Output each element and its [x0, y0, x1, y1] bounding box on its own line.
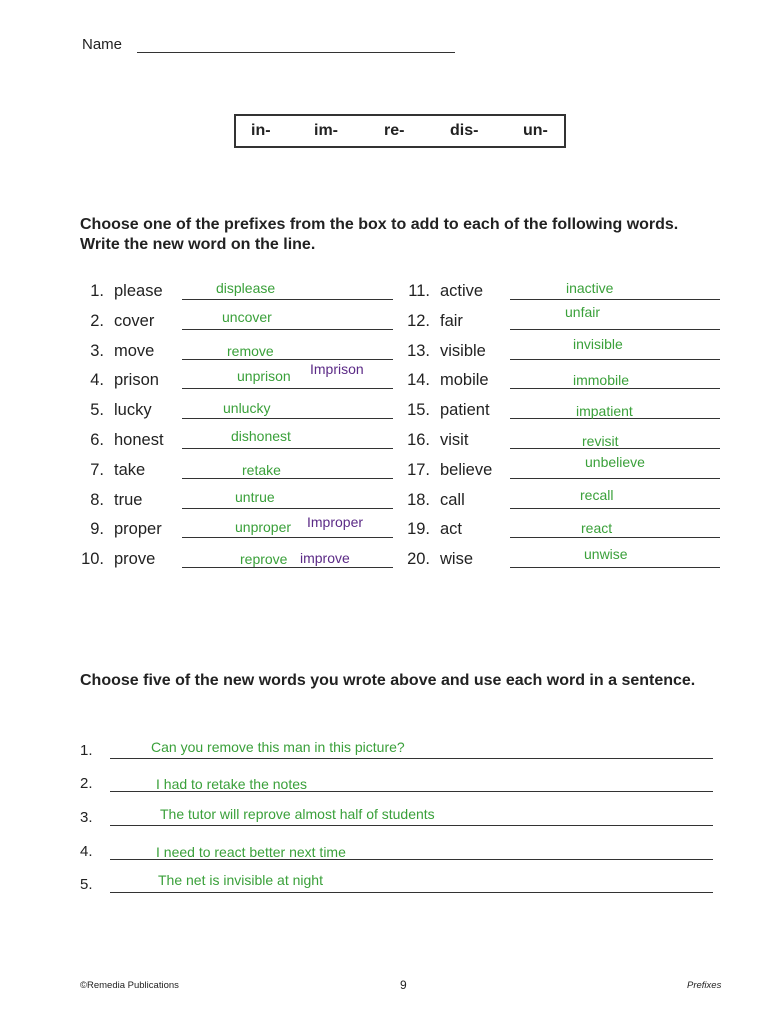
handwritten-answer: unbelieve — [585, 454, 645, 470]
prefix-item: im- — [314, 122, 338, 139]
answer-line[interactable] — [182, 508, 393, 509]
handwritten-answer: unfair — [565, 304, 601, 320]
prefix-item: in- — [251, 122, 271, 139]
answer-line[interactable] — [182, 478, 393, 479]
handwritten-sentence: Can you remove this man in this picture? — [151, 739, 405, 755]
handwritten-answer: dishonest — [231, 428, 291, 444]
item-number: 14. — [407, 371, 430, 389]
item-number: 11. — [408, 282, 430, 300]
item-number: 18. — [407, 491, 430, 509]
instructions-part1: Choose one of the prefixes from the box to add to each of the following words. Write the new word on the line. — [80, 216, 679, 253]
item-number: 10. — [81, 550, 104, 568]
handwritten-answer: reprove — [240, 551, 288, 567]
item-word: act — [440, 520, 463, 538]
handwritten-answer: uncover — [222, 309, 272, 325]
item-number: 15. — [407, 401, 430, 419]
name-line[interactable] — [137, 52, 455, 53]
answer-line[interactable] — [510, 478, 720, 479]
item-number: 13. — [407, 342, 430, 360]
answer-line[interactable] — [510, 567, 720, 568]
handwritten-answer: react — [581, 520, 613, 536]
answer-line[interactable] — [182, 567, 393, 568]
correction-answer: Imprison — [310, 361, 364, 377]
sentence-line[interactable] — [110, 892, 713, 893]
answer-line[interactable] — [510, 329, 720, 330]
item-word: take — [114, 461, 146, 479]
item-word: patient — [440, 401, 490, 419]
page-number: 9 — [400, 978, 407, 992]
instructions-part2: Choose five of the new words you wrote above and use each word in a sentence. — [80, 672, 696, 689]
item-number: 19. — [407, 520, 430, 538]
item-number: 17. — [407, 461, 430, 479]
answer-line[interactable] — [182, 388, 393, 389]
item-word: proper — [114, 520, 162, 538]
sentence-number: 4. — [80, 843, 93, 860]
handwritten-answer: recall — [580, 487, 614, 503]
handwritten-answer: invisible — [573, 336, 623, 352]
handwritten-sentence: I need to react better next time — [156, 844, 346, 860]
answer-line[interactable] — [510, 508, 720, 509]
item-number: 8. — [90, 491, 104, 509]
item-word: move — [114, 342, 155, 360]
item-word: visit — [440, 431, 469, 449]
handwritten-answer: immobile — [573, 372, 630, 388]
answer-line[interactable] — [182, 448, 393, 449]
sentence-line[interactable] — [110, 825, 713, 826]
handwritten-answer: inactive — [566, 280, 614, 296]
item-number: 9. — [90, 520, 104, 538]
item-number: 5. — [90, 401, 104, 419]
answer-line[interactable] — [182, 299, 393, 300]
name-label: Name — [82, 36, 123, 53]
sentence-number: 1. — [80, 742, 93, 759]
item-word: active — [440, 282, 484, 300]
answer-line[interactable] — [510, 299, 720, 300]
prefix-item: un- — [523, 122, 548, 139]
answer-line[interactable] — [510, 359, 720, 360]
item-word: wise — [440, 550, 474, 568]
handwritten-answer: untrue — [235, 489, 275, 505]
answer-line[interactable] — [510, 388, 720, 389]
answer-line[interactable] — [182, 537, 393, 538]
item-word: prove — [114, 550, 156, 568]
item-number: 7. — [90, 461, 104, 479]
item-word: fair — [440, 312, 463, 330]
handwritten-answer: remove — [227, 343, 274, 359]
sentence-number: 5. — [80, 876, 93, 893]
prefix-item: dis- — [450, 122, 479, 139]
correction-answer: Improper — [307, 514, 364, 530]
item-word: call — [440, 491, 465, 509]
item-word: please — [114, 282, 163, 300]
handwritten-answer: unproper — [235, 519, 292, 535]
item-number: 3. — [90, 342, 104, 360]
handwritten-answer: revisit — [582, 433, 619, 449]
item-number: 12. — [407, 312, 430, 330]
item-number: 6. — [90, 431, 104, 449]
item-number: 20. — [407, 550, 430, 568]
item-number: 2. — [90, 312, 104, 330]
item-word: honest — [114, 431, 164, 449]
item-word: believe — [440, 461, 493, 479]
item-number: 1. — [90, 282, 104, 300]
handwritten-answer: unwise — [584, 546, 628, 562]
handwritten-sentence: I had to retake the notes — [156, 776, 307, 792]
sentence-number: 2. — [80, 775, 93, 792]
prefix-item: re- — [384, 122, 405, 139]
answer-line[interactable] — [510, 537, 720, 538]
answer-line[interactable] — [182, 359, 393, 360]
topic-label: Prefixes — [687, 980, 722, 991]
sentence-number: 3. — [80, 809, 93, 826]
item-word: visible — [440, 342, 486, 360]
publisher-credit: ©Remedia Publications — [80, 980, 179, 991]
correction-answer: improve — [300, 550, 350, 566]
item-word: mobile — [440, 371, 489, 389]
item-word: lucky — [114, 401, 152, 419]
handwritten-sentence: The tutor will reprove almost half of students — [160, 806, 435, 822]
handwritten-sentence: The net is invisible at night — [158, 872, 323, 888]
answer-line[interactable] — [182, 418, 393, 419]
item-number: 16. — [407, 431, 430, 449]
handwritten-answer: retake — [242, 462, 281, 478]
item-number: 4. — [90, 371, 104, 389]
item-word: cover — [114, 312, 155, 330]
handwritten-answer: unprison — [237, 368, 291, 384]
sentence-line[interactable] — [110, 758, 713, 759]
handwritten-answer: unlucky — [223, 400, 271, 416]
handwritten-answer: displease — [216, 280, 276, 296]
item-word: prison — [114, 371, 159, 389]
answer-line[interactable] — [182, 329, 393, 330]
item-word: true — [114, 491, 143, 509]
handwritten-answer: impatient — [576, 403, 633, 419]
